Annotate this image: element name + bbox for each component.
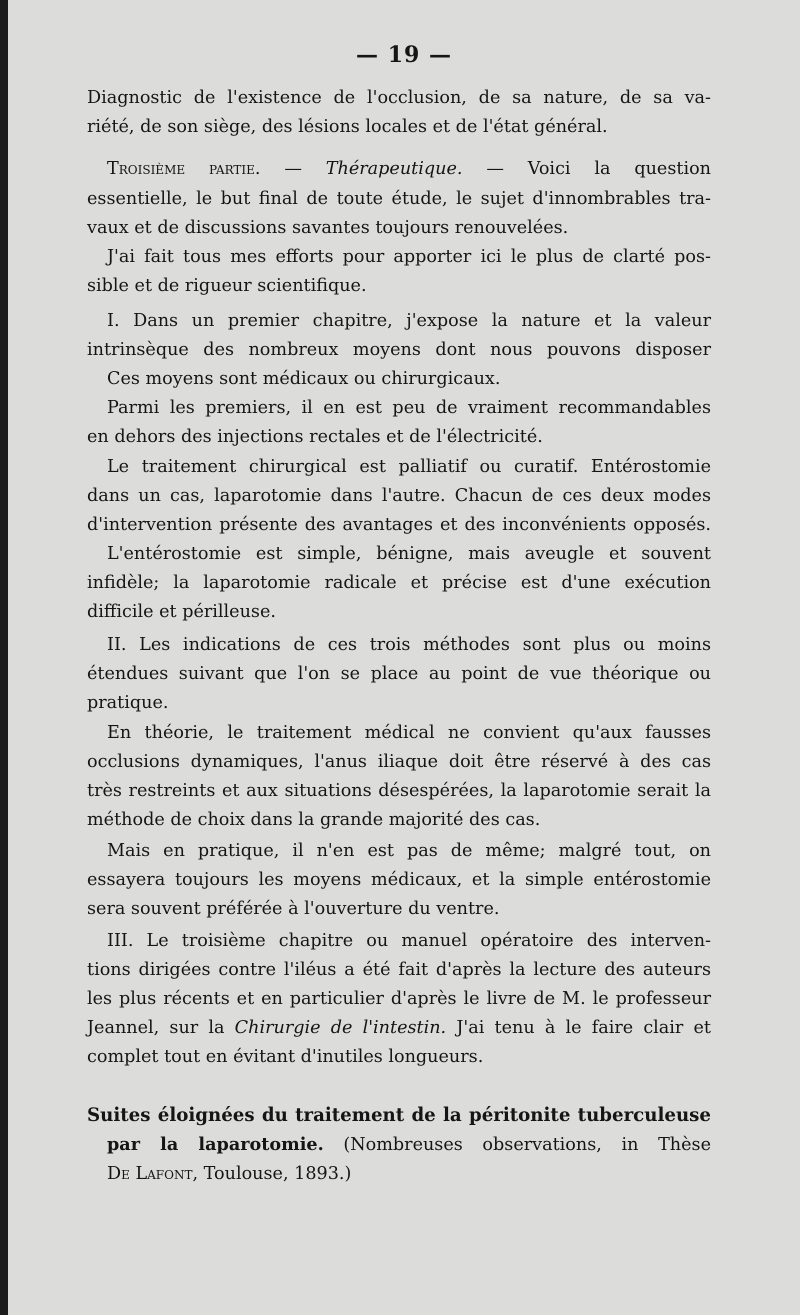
suites-bold-text: par la laparotomie. [107, 1134, 324, 1155]
troisieme-partie-heading [107, 157, 711, 181]
efforts-line-1: J'ai fait tous mes efforts pour apporter ici le plus de clarté pos- [107, 247, 711, 267]
pratique-line-3: sera souvent préférée à l'ouverture du ventre. [87, 899, 500, 919]
chapter-two-line-1: II. Les indications de ces trois méthodes sont plus ou moins [107, 635, 711, 655]
pratique-line-2: essayera toujours les moyens médicaux, et la simple entérostomie [87, 870, 711, 890]
theorie-line-4: méthode de choix dans la grande majorité des cas. [87, 810, 541, 830]
enterostomie-line-1: L'entérostomie est simple, bénigne, mais aveugle et souvent [107, 544, 711, 564]
chirurgical-line-1: Le traitement chirurgical est palliatif ou curatif. Entérostomie [107, 457, 711, 477]
suites-line-2 [107, 1133, 711, 1157]
diagnostic-line-1: Diagnostic de l'existence de l'occlusion, de sa nature, de sa va- [87, 88, 711, 108]
clair-text: J'ai tenu à le faire clair et [446, 1018, 711, 1038]
heading-dash: — [260, 159, 326, 179]
chapter-one-line-2: intrinsèque des nombreux moyens dont nous pouvons disposer [87, 340, 711, 360]
book-page [8, 0, 800, 1315]
troisieme-line-3: vaux et de discussions savantes toujours renouvelées. [87, 218, 569, 238]
suites-heading-line-1: Suites éloignées du traitement de la péritonite tuberculeuse [87, 1105, 711, 1126]
chapter-three-line-2: tions dirigées contre l'iléus a été fait d'après la lecture des auteurs [87, 960, 711, 980]
diagnostic-line-2: riété, de son siège, des lésions locales et de l'état général. [87, 117, 608, 137]
suites-observations: (Nombreuses observations, in Thèse [323, 1135, 711, 1155]
jeannel-text: Jeannel, sur la [87, 1018, 235, 1038]
chapter-one-line-1: I. Dans un premier chapitre, j'expose la nature et la valeur [107, 311, 711, 331]
chapter-three-line-1: III. Le troisième chapitre ou manuel opératoire des interven- [107, 931, 711, 951]
section-label: Troisième partie. [107, 159, 261, 179]
enterostomie-line-3: difficile et périlleuse. [87, 602, 276, 622]
premiers-line-2: en dehors des injections rectales et de l'électricité. [87, 427, 543, 447]
chirurgical-line-3: d'intervention présente des avantages et des inconvénients opposés. [87, 515, 711, 535]
chapter-two-line-2: étendues suivant que l'on se place au point de vue théorique ou [87, 664, 711, 684]
heading-rest: — Voici la question [462, 159, 711, 179]
means-line: Ces moyens sont médicaux ou chirurgicaux. [107, 369, 501, 389]
theorie-line-1: En théorie, le traitement médical ne convient qu'aux fausses [107, 723, 711, 743]
pratique-line-1: Mais en pratique, il n'en est pas de même; malgré tout, on [107, 841, 711, 861]
chirurgical-line-2: dans un cas, laparotomie dans l'autre. Chacun de ces deux modes [87, 486, 711, 506]
enterostomie-line-2: infidèle; la laparotomie radicale et précise est d'une exécution [87, 573, 711, 593]
chapter-three-line-4 [87, 1016, 711, 1040]
troisieme-line-2: essentielle, le but final de toute étude, le sujet d'innombrables tra- [87, 189, 711, 209]
suites-place-year: , Toulouse, 1893.) [192, 1164, 352, 1184]
theorie-line-2: occlusions dynamiques, l'anus iliaque doit être réservé à des cas [87, 752, 711, 772]
theorie-line-3: très restreints et aux situations désespérées, la laparotomie serait la [87, 781, 711, 801]
page-number: — 19 — [356, 42, 452, 68]
book-title: Chirurgie de l'intestin. [234, 1018, 447, 1038]
chapter-three-line-3: les plus récents et en particulier d'après le livre de M. le professeur [87, 989, 711, 1009]
premiers-line-1: Parmi les premiers, il en est peu de vraiment recommandables [107, 398, 711, 418]
chapter-three-line-5: complet tout en évitant d'inutiles longueurs. [87, 1047, 484, 1067]
section-title: Thérapeutique. [325, 159, 463, 179]
chapter-two-line-3: pratique. [87, 693, 169, 713]
author-name: De Lafont [107, 1164, 193, 1184]
suites-line-3 [107, 1162, 711, 1186]
efforts-line-2: sible et de rigueur scientifique. [87, 276, 367, 296]
